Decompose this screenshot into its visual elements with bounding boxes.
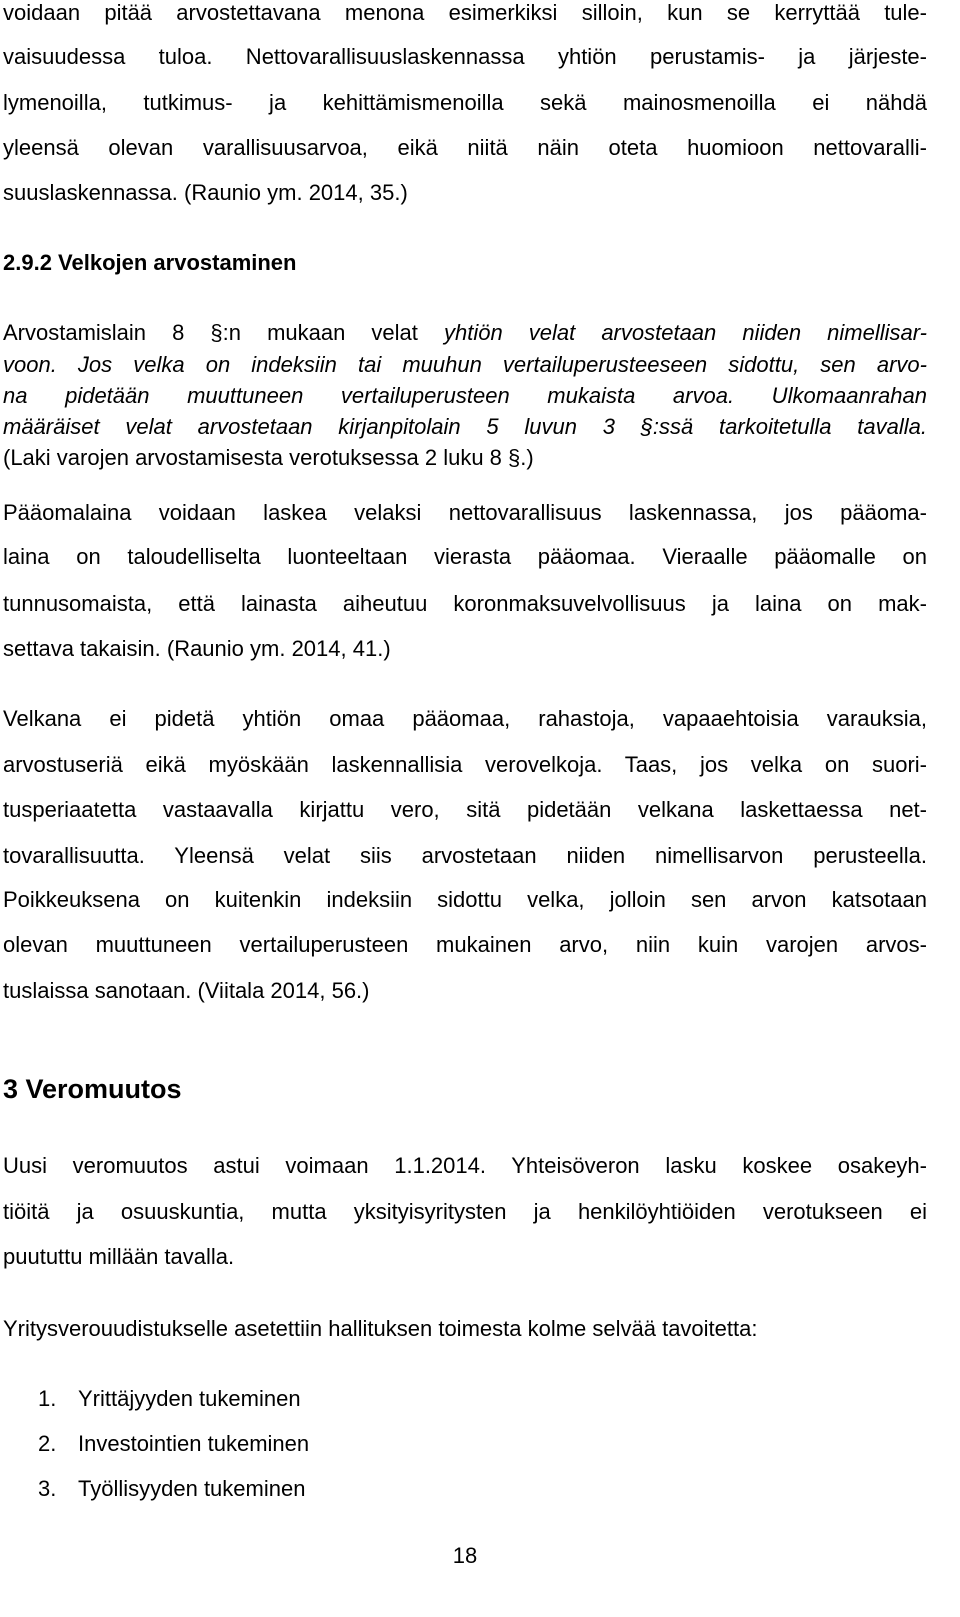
- debt-para2-line-1: Pääomalaina voidaan laskea velaksi nettovarallisuus laskennassa, jos pääoma-: [3, 500, 927, 525]
- tax-para1-line-3: puututtu millään tavalla.: [3, 1244, 235, 1269]
- debt-para3-line-1: Velkana ei pidetä yhtiön omaa pääomaa, rahastoja, vapaaehtoisia varauksia,: [3, 706, 927, 731]
- debt-para1-line-5: (Laki varojen arvostamisesta verotuksessa 2 luku 8 §.): [3, 445, 534, 470]
- list-item-text: Yrittäjyyden tukeminen: [78, 1386, 301, 1411]
- section-heading-2-9-2: 2.9.2 Velkojen arvostaminen: [3, 250, 297, 275]
- debt-para1-line-3: [3, 383, 927, 409]
- debt-para1-line-2: [3, 352, 927, 378]
- debt-para3-line-4: tovarallisuutta. Yleensä velat siis arvostetaan niiden nimellisarvon perusteella.: [3, 843, 927, 868]
- list-item-number: 2.: [38, 1431, 57, 1456]
- list-item-number: 3.: [38, 1476, 57, 1501]
- debt-para1-line-2-italic: voon. Jos velka on indeksiin tai muuhun vertailuperusteeseen sidottu, sen arvo-: [3, 352, 927, 377]
- list-item-text: Investointien tukeminen: [78, 1431, 310, 1456]
- debt-para2-line-2: laina on taloudelliselta luonteeltaan vierasta pääomaa. Vieraalle pääomalle on: [3, 544, 927, 569]
- intro-line-5: suuslaskennassa. (Raunio ym. 2014, 35.): [3, 180, 408, 205]
- debt-para1-line-4: [3, 414, 927, 440]
- list-item: [38, 1476, 305, 1502]
- debt-para2-line-4: settava takaisin. (Raunio ym. 2014, 41.): [3, 636, 391, 661]
- debt-para3-line-7: tuslaissa sanotaan. (Viitala 2014, 56.): [3, 978, 370, 1003]
- debt-para1-line-1-italic: yhtiön velat arvostetaan niiden nimellisar-: [443, 320, 927, 345]
- list-item: [38, 1431, 309, 1457]
- tax-para1-line-1: Uusi veromuutos astui voimaan 1.1.2014. Yhteisöveron lasku koskee osakeyh-: [3, 1153, 927, 1178]
- debt-para3-line-6: olevan muuttuneen vertailuperusteen mukainen arvo, niin kuin varojen arvos-: [3, 932, 927, 957]
- debt-para3-line-2: arvostuseriä eikä myöskään laskennallisia verovelkoja. Taas, jos velka on suori-: [3, 752, 927, 777]
- page-number: 18: [452, 1543, 478, 1568]
- intro-line-4: yleensä olevan varallisuusarvoa, eikä niitä näin oteta huomioon nettovaralli-: [3, 135, 927, 160]
- intro-line-2: vaisuudessa tuloa. Nettovarallisuuslaskennassa yhtiön perustamis- ja järjeste-: [3, 44, 927, 69]
- list-item-text: Työllisyyden tukeminen: [78, 1476, 306, 1501]
- debt-para1-line-1: [3, 320, 927, 346]
- debt-para1-line-3-italic: na pidetään muuttuneen vertailuperusteen mukaista arvoa. Ulkomaanrahan: [3, 383, 927, 408]
- debt-para3-line-5: Poikkeuksena on kuitenkin indeksiin sidottu velka, jolloin sen arvon katsotaan: [3, 887, 927, 912]
- intro-line-1: voidaan pitää arvostettavana menona esimerkiksi silloin, kun se kerryttää tule-: [3, 0, 927, 25]
- debt-para1-line-1-plain: Arvostamislain 8 §:n mukaan velat: [3, 320, 444, 345]
- intro-line-3: lymenoilla, tutkimus- ja kehittämismenoilla sekä mainosmenoilla ei nähdä: [3, 90, 927, 115]
- list-item: [38, 1386, 301, 1412]
- tax-para2-line-1: Yritysverouudistukselle asetettiin hallituksen toimesta kolme selvää tavoitetta:: [3, 1316, 758, 1341]
- tax-para1-line-2: tiöitä ja osuuskuntia, mutta yksityisyritysten ja henkilöyhtiöiden verotukseen ei: [3, 1199, 927, 1224]
- debt-para2-line-3: tunnusomaista, että lainasta aiheutuu koronmaksuvelvollisuus ja laina on mak-: [3, 591, 927, 616]
- chapter-heading-3: 3 Veromuutos: [3, 1074, 182, 1104]
- debt-para3-line-3: tusperiaatetta vastaavalla kirjattu vero, sitä pidetään velkana laskettaessa net-: [3, 797, 927, 822]
- debt-para1-line-4-italic: määräiset velat arvostetaan kirjanpitolain 5 luvun 3 §:ssä tarkoitetulla tavalla.: [3, 414, 927, 439]
- list-item-number: 1.: [38, 1386, 57, 1411]
